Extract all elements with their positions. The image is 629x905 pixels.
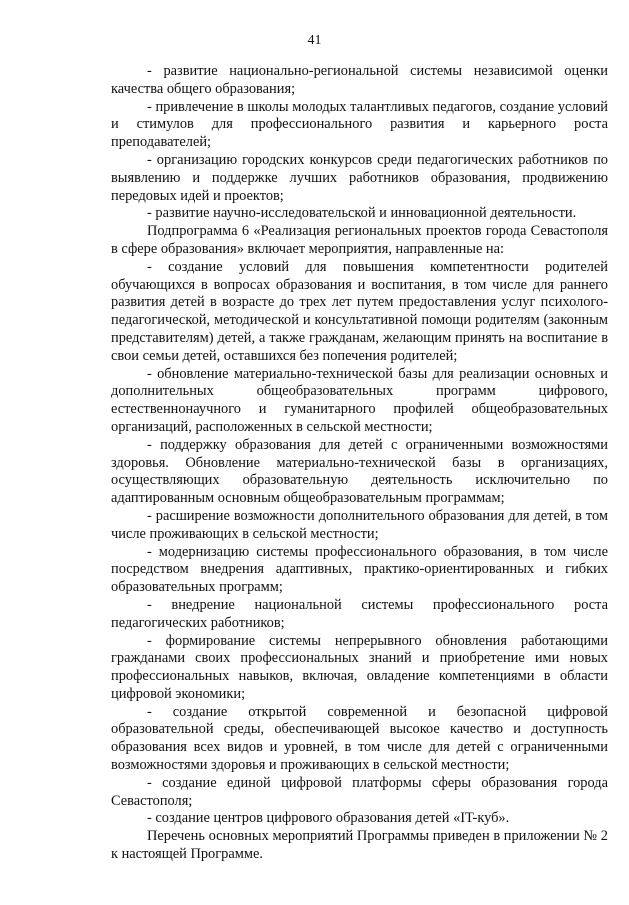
- body-text: [111, 63, 608, 864]
- paragraph: - расширение возможности дополнительного образования для детей, в том числе проживающих в сельской местности;: [111, 507, 608, 542]
- paragraph: - создание открытой современной и безопасной цифровой образовательной среды, обеспечивающей высокое качество и доступность образования всех видов и уровней, в том числе для детей с ограниченными возможностями здоровья и проживающих в сельской местности;: [111, 703, 608, 774]
- paragraph: - обновление материально-технической базы для реализации основных и дополнительных общеобразовательных программ цифрового, естественнонаучного и гуманитарного профилей общеобразовательных организаций, расположенных в сельской местности;: [111, 365, 608, 435]
- page-number: 41: [307, 33, 322, 48]
- paragraph: Подпрограмма 6 «Реализация региональных проектов города Севастополя в сфере образования» включает мероприятия, направленные на:: [111, 223, 608, 257]
- paragraph: - модернизацию системы профессионального образования, в том числе посредством внедрения адаптивных, практико-ориентированных и гибких образовательных программ;: [111, 543, 608, 596]
- paragraph: - привлечение в школы молодых талантливых педагогов, создание условий и стимулов для профессионального развития и карьерного роста преподавателей;: [111, 98, 608, 151]
- paragraph: - развитие национально-региональной системы независимой оценки качества общего образования;: [111, 63, 608, 97]
- paragraph: - организацию городских конкурсов среди педагогических работников по выявлению и поддержке лучших работников образования, продвижению передовых идей и проектов;: [111, 151, 608, 204]
- paragraph: - формирование системы непрерывного обновления работающими гражданами своих профессиональных знаний и приобретение ими новых профессиональных навыков, включая, овладение компетенциями в области цифровой экономики;: [111, 632, 608, 702]
- paragraph: - поддержку образования для детей с ограниченными возможностями здоровья. Обновление материально-технической базы в организациях, осуществляющих образовательную деятельность исключительно по адаптированным основным общеобразовательным программам;: [111, 436, 608, 507]
- paragraph: - создание единой цифровой платформы сферы образования города Севастополя;: [111, 774, 608, 809]
- paragraph: - создание центров цифрового образования детей «IT-куб».: [147, 810, 510, 827]
- paragraph: - внедрение национальной системы профессионального роста педагогических работников;: [111, 596, 608, 631]
- paragraph: Перечень основных мероприятий Программы приведен в приложении № 2 к настоящей Программе.: [111, 828, 608, 863]
- paragraph: - создание условий для повышения компетентности родителей обучающихся в вопросах образования и воспитания, в том числе для раннего развития детей в возрасте до трех лет путем предоставления услуг психолого-педагогической, методической и консультативной помощи родителям (законным представителям) детей, а также гражданам, желающим принять на воспитание в свои семьи детей, оставшихся без попечения родителей;: [111, 258, 608, 364]
- paragraph: - развитие научно-исследовательской и инновационной деятельности.: [147, 205, 577, 222]
